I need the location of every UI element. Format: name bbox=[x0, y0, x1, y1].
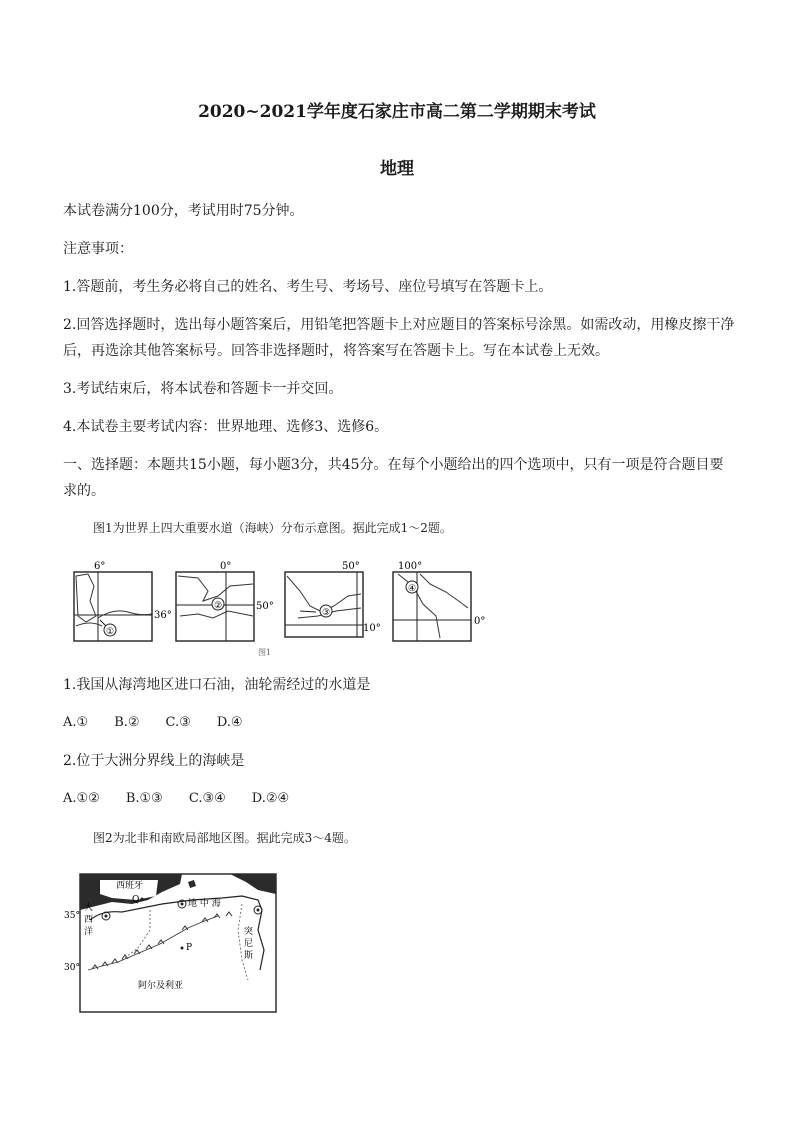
note-3: 3.考试结束后，将本试卷和答题卡一并交回。 bbox=[63, 381, 343, 397]
note-2: 2.回答选择题时，选出每小题答案后，用铅笔把答题卡上对应题目的答案标号涂黑。如需改动，用橡皮擦干净 bbox=[63, 317, 735, 333]
q1-option-b: B.② bbox=[114, 715, 140, 730]
map2-lat-label: 50° bbox=[256, 601, 274, 612]
q2-option-d: D.②④ bbox=[251, 791, 290, 806]
section-heading-cont: 求的。 bbox=[63, 483, 105, 499]
figure1-caption: 图1为世界上四大重要水道（海峡）分布示意图。据此完成1～2题。 bbox=[93, 521, 452, 535]
map2-marker: ② bbox=[213, 601, 223, 611]
figure1-label: 图1 bbox=[258, 648, 272, 656]
map1-lon-label: 6° bbox=[94, 561, 106, 572]
score-line: 本试卷满分100分，考试用时75分钟。 bbox=[63, 203, 304, 219]
notice-title: 注意事项： bbox=[63, 241, 133, 257]
label-atlantic-1: 大 bbox=[84, 903, 94, 913]
label-spain: 西班牙 bbox=[116, 881, 144, 891]
map3-lat-label: 10° bbox=[363, 623, 381, 634]
q1-option-a: A.① bbox=[63, 715, 89, 730]
subject-title: 地理 bbox=[380, 159, 414, 179]
label-tunisia-2: 尼 bbox=[244, 939, 254, 949]
page-title: 2020~2021学年度石家庄市高二第二学期期末考试 bbox=[198, 102, 596, 122]
label-mediterranean: 地 中 海 bbox=[188, 899, 221, 909]
map4-marker: ④ bbox=[407, 584, 417, 594]
q2-option-b: B.①③ bbox=[125, 791, 163, 806]
question-1-stem: 1.我国从海湾地区进口石油，油轮需经过的水道是 bbox=[63, 677, 371, 693]
label-atlantic-3: 洋 bbox=[84, 927, 94, 937]
label-lat-35: 35° bbox=[64, 911, 80, 921]
map3-lon-label: 50° bbox=[342, 561, 360, 572]
figure1-maps bbox=[68, 556, 488, 656]
strait-map-4 bbox=[393, 561, 485, 641]
note-2-cont: 后，再选涂其他答案标号。回答非选择题时，将答案写在答题卡上。写在本试卷上无效。 bbox=[63, 343, 609, 359]
strait-map-1 bbox=[74, 561, 172, 641]
map4-lat-label: 0° bbox=[474, 616, 486, 627]
figure2-map bbox=[62, 870, 282, 1018]
section-heading: 一、选择题：本题共15小题，每小题3分，共45分。在每个小题给出的四个选项中，只有一项是符合题目要 bbox=[63, 457, 724, 473]
strait-map-2 bbox=[176, 561, 274, 641]
strait-map-3 bbox=[285, 561, 381, 637]
label-algeria: 阿尔及利亚 bbox=[138, 981, 184, 991]
map3-marker: ③ bbox=[321, 608, 331, 618]
note-4: 4.本试卷主要考试内容：世界地理、选修3、选修6。 bbox=[63, 419, 389, 435]
label-tunisia-3: 斯 bbox=[244, 951, 254, 961]
q2-option-c: C.③④ bbox=[188, 791, 226, 806]
note-1: 1.答题前，考生务必将自己的姓名、考生号、考场号、座位号填写在答题卡上。 bbox=[63, 279, 553, 295]
figure2-caption: 图2为北非和南欧局部地区图。据此完成3～4题。 bbox=[93, 831, 356, 845]
q2-option-a: A.①② bbox=[63, 791, 100, 806]
label-p: P bbox=[186, 943, 193, 953]
q1-option-d: D.④ bbox=[216, 715, 243, 730]
label-q: Q bbox=[132, 895, 140, 905]
map4-lon-label: 100° bbox=[398, 561, 423, 572]
question-2-stem: 2.位于大洲分界线上的海峡是 bbox=[63, 753, 245, 769]
map1-lat-label: 36° bbox=[154, 610, 172, 621]
label-lat-30: 30° bbox=[64, 963, 80, 973]
map1-marker: ① bbox=[105, 627, 115, 637]
question-2-options bbox=[63, 786, 743, 812]
map2-lon-label: 0° bbox=[220, 561, 232, 572]
label-atlantic-2: 西 bbox=[84, 915, 94, 925]
q1-option-c: C.③ bbox=[165, 715, 191, 730]
question-1-options bbox=[63, 710, 743, 736]
label-tunisia-1: 突 bbox=[244, 927, 254, 937]
